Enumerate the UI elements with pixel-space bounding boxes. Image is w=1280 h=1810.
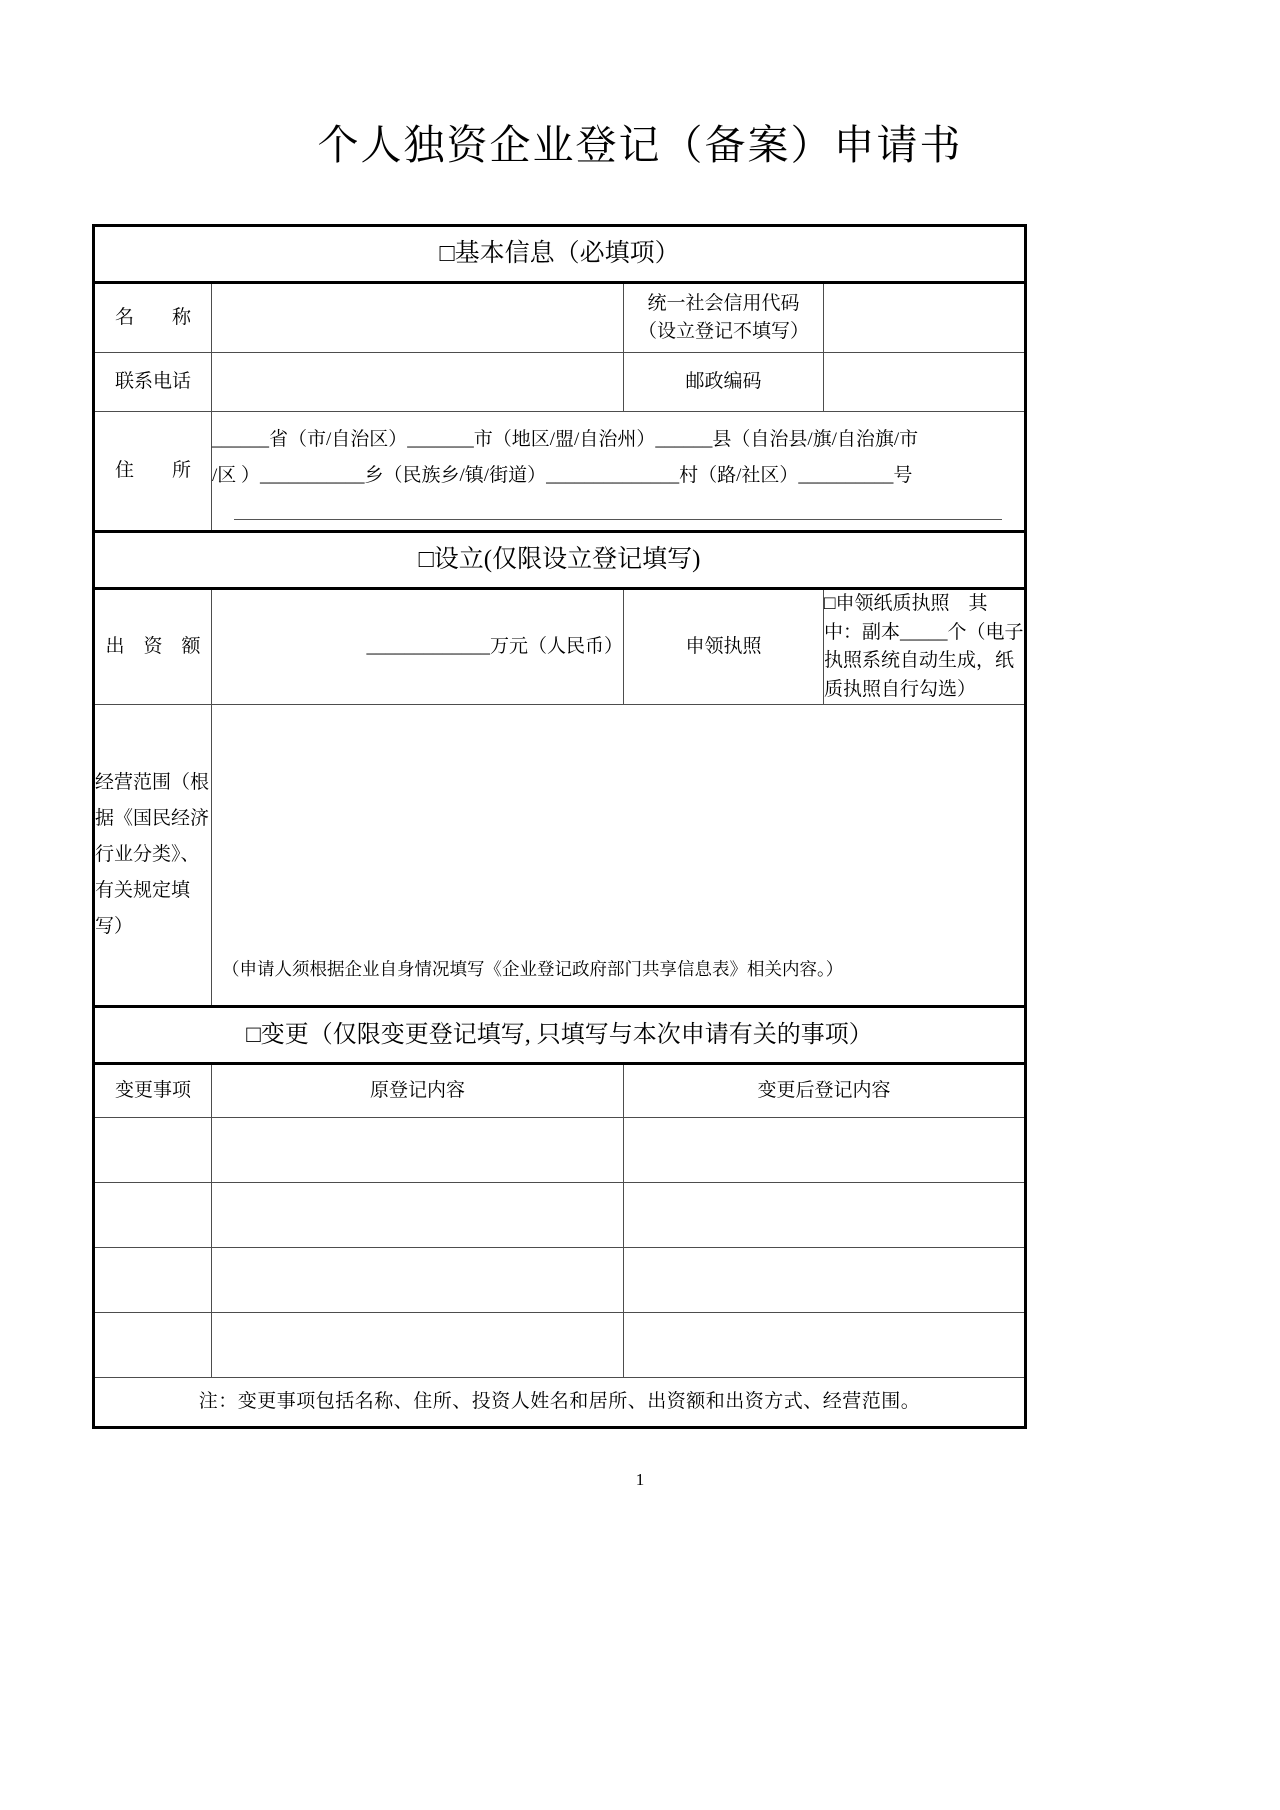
label-address: 住 所	[94, 412, 212, 532]
address-line-1: ______省（市/自治区）_______市（地区/盟/自治州）______县（自治县/旗/自治旗/市	[212, 429, 919, 451]
label-unified-credit-code	[624, 283, 824, 353]
cell-new-content[interactable]	[624, 1118, 1026, 1183]
field-business-scope-value[interactable]	[212, 705, 1026, 1007]
cell-original-content[interactable]	[212, 1183, 624, 1248]
table-header-row-change	[94, 1064, 1026, 1118]
label-unified-credit-code-line2: （设立登记不填写）	[637, 321, 809, 342]
cell-change-item[interactable]	[94, 1183, 212, 1248]
table-footnote-row	[94, 1378, 1026, 1428]
registration-form-table	[92, 224, 1027, 1429]
table-row-address	[94, 412, 1026, 532]
field-address-value[interactable]	[212, 412, 1026, 532]
cell-original-content[interactable]	[212, 1248, 624, 1313]
label-contribution-amount: 出 资 额	[94, 589, 212, 705]
label-contact-phone: 联系电话	[94, 353, 212, 412]
table-row	[94, 1183, 1026, 1248]
field-unified-credit-code-value[interactable]	[824, 283, 1026, 353]
field-contribution-amount-value[interactable]: _____________万元（人民币）	[212, 589, 624, 705]
table-row-fund	[94, 589, 1026, 705]
column-header-change-item: 变更事项	[94, 1064, 212, 1118]
cell-change-item[interactable]	[94, 1248, 212, 1313]
field-postal-code-value[interactable]	[824, 353, 1026, 412]
label-name: 名 称	[94, 283, 212, 353]
address-extra-rule	[234, 499, 1002, 520]
cell-new-content[interactable]	[624, 1183, 1026, 1248]
cell-new-content[interactable]	[624, 1313, 1026, 1378]
section-header-row-change	[94, 1007, 1026, 1064]
label-postal-code: 邮政编码	[624, 353, 824, 412]
table-row	[94, 1248, 1026, 1313]
address-line-2: /区 ）___________乡（民族乡/镇/街道）______________村（路/社区）__________号	[212, 464, 913, 486]
cell-original-content[interactable]	[212, 1313, 624, 1378]
page-title: 个人独资企业登记（备案）申请书	[317, 122, 963, 168]
column-header-new-content: 变更后登记内容	[624, 1064, 1026, 1118]
cell-new-content[interactable]	[624, 1248, 1026, 1313]
section-header-establishment[interactable]: □设立(仅限设立登记填写)	[94, 532, 1026, 589]
field-apply-license-option[interactable]: □申领纸质执照 其中：副本_____个（电子执照系统自动生成，纸质执照自行勾选）	[824, 589, 1026, 705]
section-header-row-basic	[94, 226, 1026, 283]
cell-change-item[interactable]	[94, 1313, 212, 1378]
cell-change-item[interactable]	[94, 1118, 212, 1183]
field-contact-phone-value[interactable]	[212, 353, 624, 412]
change-footnote: 注：变更事项包括名称、住所、投资人姓名和居所、出资额和出资方式、经营范围。	[94, 1378, 1026, 1428]
business-scope-write-area[interactable]	[212, 721, 1024, 957]
table-row	[94, 1118, 1026, 1183]
section-header-row-establish	[94, 532, 1026, 589]
label-apply-license: 申领执照	[624, 589, 824, 705]
table-row-phone	[94, 353, 1026, 412]
label-unified-credit-code-line1: 统一社会信用代码	[647, 293, 800, 315]
page-number: 1	[635, 1470, 645, 1489]
column-header-original-content: 原登记内容	[212, 1064, 624, 1118]
cell-original-content[interactable]	[212, 1118, 624, 1183]
business-scope-note: （申请人须根据企业自身情况填写《企业登记政府部门共享信息表》相关内容。）	[222, 958, 844, 979]
label-business-scope: 经营范围（根据《国民经济行业分类》、有关规定填写）	[94, 705, 212, 1007]
section-header-change[interactable]: □变更（仅限变更登记填写, 只填写与本次申请有关的事项）	[94, 1007, 1026, 1064]
field-name-value[interactable]	[212, 283, 624, 353]
section-header-basic-info[interactable]: □基本信息（必填项）	[94, 226, 1026, 283]
table-row	[94, 1313, 1026, 1378]
table-row-business-scope	[94, 705, 1026, 1007]
table-row-name	[94, 283, 1026, 353]
